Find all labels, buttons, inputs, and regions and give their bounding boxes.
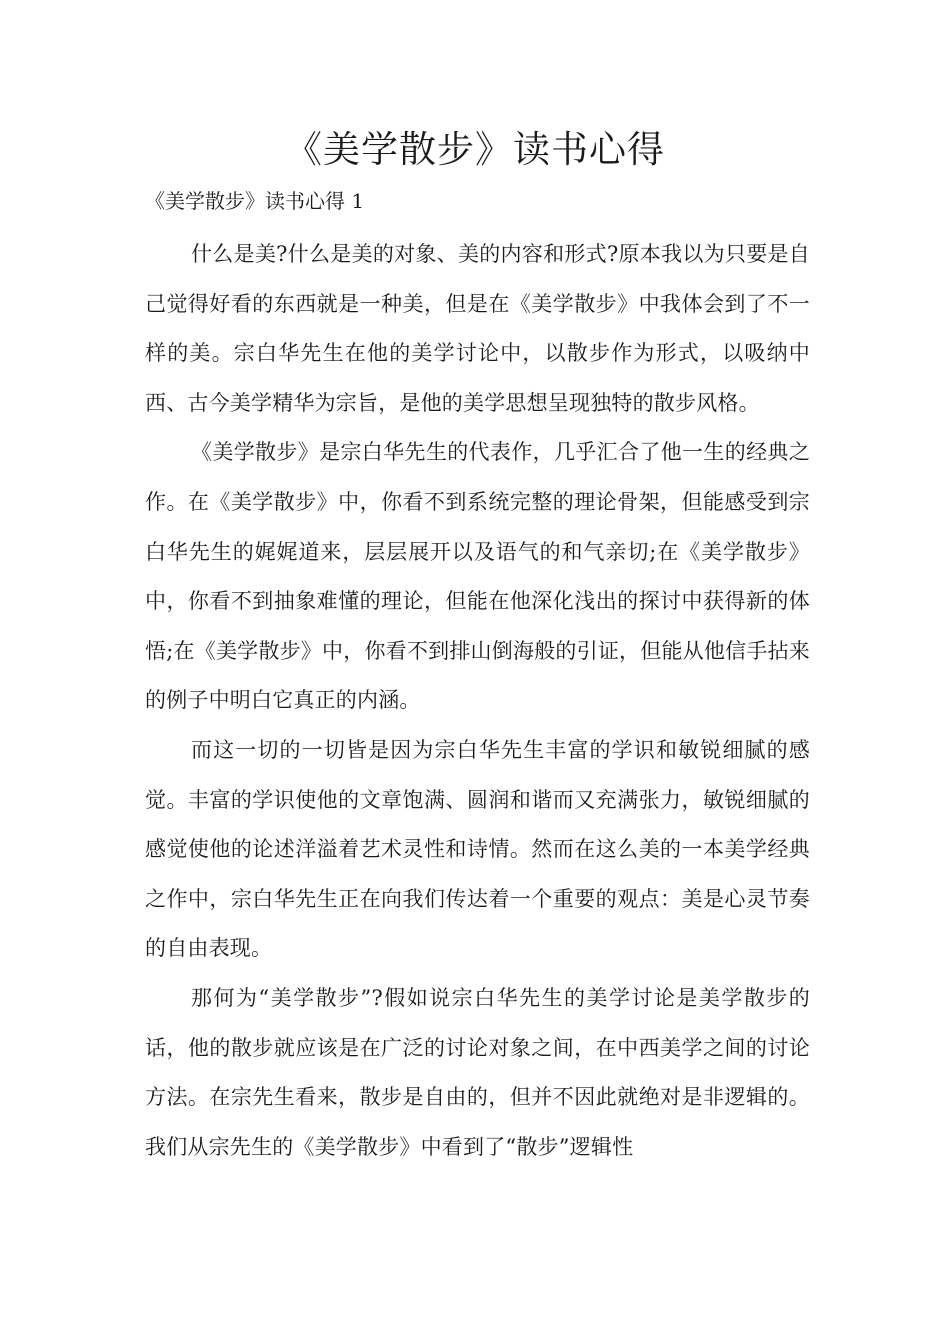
section-heading: 《美学散步》读书心得 1 [145,189,365,213]
paragraph-4: 那何为“美学散步”?假如说宗白华先生的美学讨论是美学散步的话，他的散步就应该是在广泛的讨论对象之间，在中西美学之间的讨论方法。在宗先生看来，散步是自由的，但并不因此就绝对是非逻辑的。我们从宗先生的《美学散步》中看到了“散步”逻辑性 [145,985,810,1159]
document-title: 《美学散步》读书心得 [285,128,665,171]
body-text [145,230,810,1172]
paragraph-3: 而这一切的一切皆是因为宗白华先生丰富的学识和敏锐细腻的感觉。丰富的学识使他的文章饱满、圆润和谐而又充满张力，敏锐细腻的感觉使他的论述洋溢着艺术灵性和诗情。然而在这么美的一本美学经典之作中，宗白华先生正在向我们传达着一个重要的观点：美是心灵节奏的自由表现。 [145,737,810,961]
paragraph-2: 《美学散步》是宗白华先生的代表作，几乎汇合了他一生的经典之作。在《美学散步》中，你看不到系统完整的理论骨架，但能感受到宗白华先生的娓娓道来，层层展开以及语气的和气亲切;在《美学散步》中，你看不到抽象难懂的理论，但能在他深化浅出的探讨中获得新的体悟;在《美学散步》中，你看不到排山倒海般的引证，但能从他信手拈来的例子中明白它真正的内涵。 [145,440,810,713]
paragraph-1: 什么是美?什么是美的对象、美的内容和形式?原本我以为只要是自己觉得好看的东西就是一种美，但是在《美学散步》中我体会到了不一样的美。宗白华先生在他的美学讨论中，以散步作为形式，以吸纳中西、古今美学精华为宗旨，是他的美学思想呈现独特的散步风格。 [145,242,810,415]
